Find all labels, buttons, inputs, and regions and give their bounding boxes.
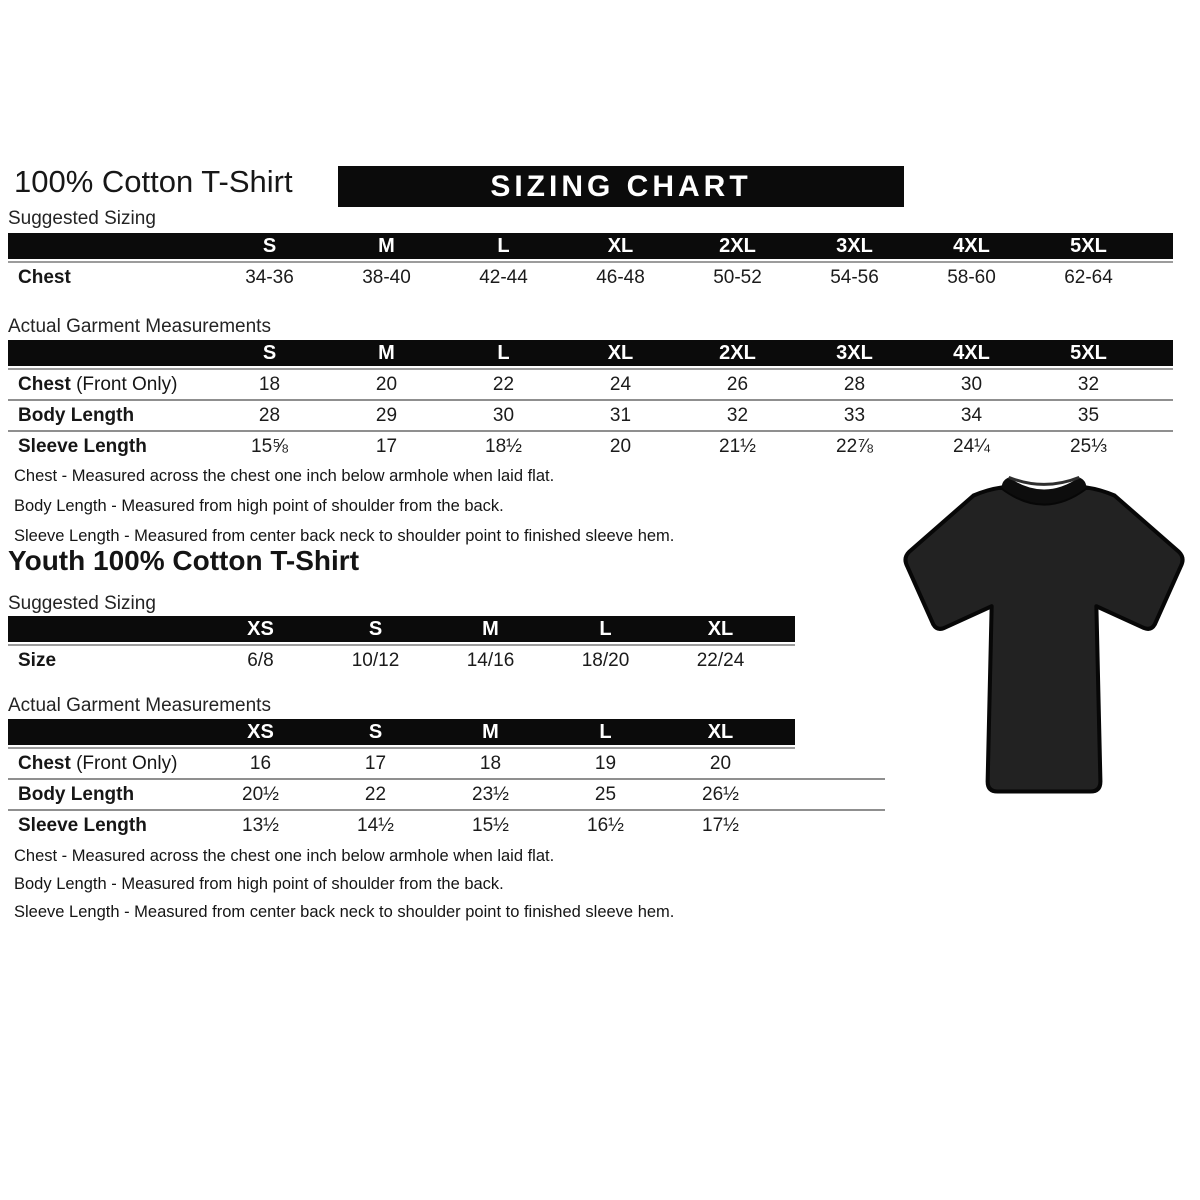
size-cell: 18 [479, 752, 502, 774]
column-header-m: M [482, 720, 499, 743]
size-cell: 33 [843, 404, 866, 426]
size-cell: 17 [364, 752, 387, 774]
size-cell: 16 [249, 752, 272, 774]
size-cell: 25⅓ [1070, 435, 1107, 457]
size-cell: 13½ [242, 814, 279, 836]
size-cell: 20½ [242, 783, 279, 805]
row-label-note: (Front Only) [70, 752, 178, 774]
table-row-sleeve-length [8, 432, 1173, 461]
column-header-s: S [262, 341, 277, 364]
youth-title: Youth 100% Cotton T-Shirt [8, 545, 360, 576]
size-cell: 46-48 [596, 266, 645, 288]
table-header-row [8, 719, 795, 745]
size-cell: 15½ [472, 814, 509, 836]
size-cell: 34-36 [245, 266, 294, 288]
size-cell: 32 [726, 404, 749, 426]
column-header-xl: XL [607, 234, 634, 257]
youth-suggested-sizing-label: Suggested Sizing [8, 593, 156, 614]
note-chest: Chest - Measured across the chest one inch below armhole when laid flat. [14, 847, 555, 865]
column-header-m: M [378, 234, 395, 257]
size-cell: 17½ [702, 814, 739, 836]
column-header-m: M [378, 341, 395, 364]
youth-actual-measurements-table [8, 719, 885, 840]
size-cell: 35 [1077, 404, 1100, 426]
column-header-2xl: 2XL [719, 234, 756, 257]
note-sleeve-length: Sleeve Length - Measured from center back neck to shoulder point to finished sleeve hem. [14, 527, 675, 545]
size-cell: 18/20 [581, 649, 630, 671]
row-label: Size [18, 649, 57, 671]
note-sleeve-length: Sleeve Length - Measured from center back neck to shoulder point to finished sleeve hem. [14, 903, 675, 921]
column-header-l: L [497, 234, 510, 257]
sizing-chart-banner [338, 166, 904, 207]
size-cell: 23½ [472, 783, 509, 805]
tshirt-collar-back [1009, 477, 1079, 484]
size-cell: 6/8 [247, 649, 274, 671]
size-cell: 15⅝ [251, 435, 288, 457]
size-cell: 26 [726, 373, 749, 395]
size-cell: 22 [364, 783, 387, 805]
tshirt-body [905, 487, 1182, 791]
note-body-length: Body Length - Measured from high point of shoulder from the back. [14, 875, 504, 893]
column-header-xs: XS [247, 617, 274, 640]
column-header-xl: XL [707, 720, 734, 743]
size-cell: 62-64 [1064, 266, 1113, 288]
row-label: Sleeve Length [18, 435, 147, 457]
table-header-row [8, 616, 795, 642]
tshirt-image [895, 472, 1187, 812]
row-label: Body Length [18, 404, 135, 426]
size-cell: 31 [609, 404, 632, 426]
adult-suggested-sizing-label: Suggested Sizing [8, 208, 156, 229]
size-cell: 20 [709, 752, 732, 774]
size-cell: 28 [258, 404, 281, 426]
size-cell: 24¼ [953, 435, 990, 457]
size-cell: 58-60 [947, 266, 996, 288]
size-cell: 54-56 [830, 266, 879, 288]
table-row-chest [8, 749, 885, 780]
column-header-s: S [368, 617, 383, 640]
column-header-xl: XL [607, 341, 634, 364]
row-label: Body Length [18, 783, 135, 805]
size-cell: 30 [960, 373, 983, 395]
column-header-s: S [368, 720, 383, 743]
column-header-l: L [497, 341, 510, 364]
size-cell: 20 [375, 373, 398, 395]
table-row-body-length [8, 780, 885, 811]
column-header-s: S [262, 234, 277, 257]
size-cell: 10/12 [351, 649, 400, 671]
row-label-note: (Front Only) [70, 373, 178, 395]
table-header-row [8, 233, 1173, 259]
size-cell: 25 [594, 783, 617, 805]
size-cell: 26½ [702, 783, 739, 805]
youth-actual-measurements-label: Actual Garment Measurements [8, 695, 271, 716]
adult-suggested-sizing-table [8, 233, 1173, 292]
size-cell: 24 [609, 373, 632, 395]
size-cell: 32 [1077, 373, 1100, 395]
column-header-3xl: 3XL [836, 234, 873, 257]
size-cell: 14/16 [466, 649, 515, 671]
adult-actual-measurements-label: Actual Garment Measurements [8, 316, 271, 337]
size-cell: 22 [492, 373, 515, 395]
youth-measurement-notes [14, 842, 674, 926]
column-header-xs: XS [247, 720, 274, 743]
size-cell: 38-40 [362, 266, 411, 288]
column-header-m: M [482, 617, 499, 640]
size-cell: 28 [843, 373, 866, 395]
column-header-5xl: 5XL [1070, 341, 1107, 364]
page-title: 100% Cotton T-Shirt [14, 164, 293, 199]
size-cell: 21½ [719, 435, 756, 457]
column-header-xl: XL [707, 617, 734, 640]
size-cell: 29 [375, 404, 398, 426]
size-cell: 20 [609, 435, 632, 457]
table-header-row [8, 340, 1173, 366]
size-cell: 19 [594, 752, 617, 774]
size-cell: 42-44 [479, 266, 528, 288]
column-header-4xl: 4XL [953, 234, 990, 257]
table-row-chest [8, 263, 1173, 292]
column-header-5xl: 5XL [1070, 234, 1107, 257]
size-cell: 50-52 [713, 266, 762, 288]
table-row-body-length [8, 401, 1173, 432]
note-body-length: Body Length - Measured from high point of shoulder from the back. [14, 497, 504, 515]
row-label: Chest [18, 266, 71, 288]
size-cell: 16½ [587, 814, 624, 836]
row-label: Chest (Front Only) [18, 373, 178, 395]
table-row-sleeve-length [8, 811, 885, 840]
tshirt-graphic [895, 472, 1187, 812]
size-cell: 17 [375, 435, 398, 457]
youth-suggested-sizing-table [8, 616, 795, 675]
column-header-l: L [599, 617, 612, 640]
size-cell: 30 [492, 404, 515, 426]
size-cell: 34 [960, 404, 983, 426]
column-header-2xl: 2XL [719, 341, 756, 364]
sizing-chart-banner-text: SIZING CHART [490, 169, 752, 203]
row-label: Chest (Front Only) [18, 752, 178, 774]
table-row-size [8, 646, 795, 675]
column-header-3xl: 3XL [836, 341, 873, 364]
row-label: Sleeve Length [18, 814, 147, 836]
size-cell: 18½ [485, 435, 522, 457]
adult-measurement-notes [14, 461, 674, 551]
note-chest: Chest - Measured across the chest one inch below armhole when laid flat. [14, 467, 555, 485]
column-header-4xl: 4XL [953, 341, 990, 364]
size-cell: 14½ [357, 814, 394, 836]
column-header-l: L [599, 720, 612, 743]
size-cell: 18 [258, 373, 281, 395]
size-cell: 22/24 [696, 649, 745, 671]
table-row-chest [8, 370, 1173, 401]
adult-actual-measurements-table [8, 340, 1173, 461]
size-cell: 22⅞ [836, 435, 873, 457]
